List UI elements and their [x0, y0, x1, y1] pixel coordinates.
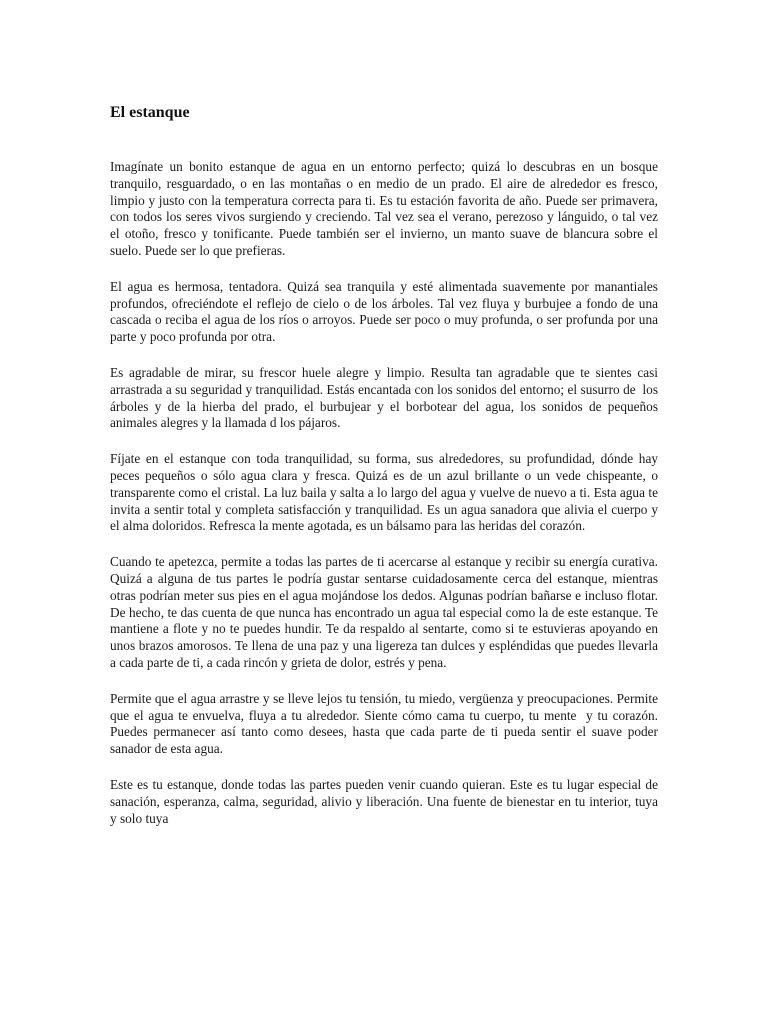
paragraph: Permite que el agua arrastre y se lleve lejos tu tensión, tu miedo, vergüenza y preocupaciones. Permite que el agua te envuelva, fluya a tu alrededor. Siente cómo cama tu cuerpo, tu mente y tu corazón. Puedes permanecer así tanto como desees, hasta que cada parte de ti pueda sentir el suave poder sanador de esta agua.	[110, 690, 662, 757]
document-title: El estanque	[110, 104, 190, 121]
paragraph: Es agradable de mirar, su frescor huele alegre y limpio. Resulta tan agradable que te sientes casi arrastrada a su seguridad y tranquilidad. Estás encantada con los sonidos del entorno; el susurro de los árboles y de la hierba del prado, el burbujear y el borbotear del agua, los sonidos de pequeños animales alegres y la llamada d los pájaros.	[110, 364, 662, 431]
paragraph: Cuando te apetezca, permite a todas las partes de ti acercarse al estanque y recibir su energía curativa. Quizá a alguna de tus partes le podría gustar sentarse cuidadosamente cerca del estanque, mientras otras podrían meter sus pies en el agua mojándose los dedos. Algunas podrían bañarse e incluso flotar. De hecho, te das cuenta de que nunca has encontrado un agua tal especial como la de este estanque. Te mantiene a flote y no te puedes hundir. Te da respaldo al sentarte, como si te estuvieras apoyando en unos brazos amorosos. Te llena de una paz y una ligereza tan dulces y espléndidas que puedes llevarla a cada parte de ti, a cada rincón y grieta de dolor, estrés y pena.	[110, 554, 662, 670]
paragraph: Imagínate un bonito estanque de agua en un entorno perfecto; quizá lo descubras en un bosque tranquilo, resguardado, o en las montañas o en medio de un prado. El aire de alrededor es fresco, limpio y justo con la temperatura correcta para ti. Es tu estación favorita de año. Puede ser primavera, con todos los seres vivos surgiendo y creciendo. Tal vez sea el verano, perezoso y lánguido, o tal vez el otoño, fresco y tonificante. Puede también ser el invierno, un manto suave de blancura sobre el suelo. Puede ser lo que prefieras.	[110, 159, 662, 258]
paragraph: Fíjate en el estanque con toda tranquilidad, su forma, sus alrededores, su profundidad, dónde hay peces pequeños o sólo agua clara y fresca. Quizá es de un azul brillante o un vede chispeante, o transparente como el cristal. La luz baila y salta a lo largo del agua y vuelve de nuevo a ti. Esta agua te invita a sentir total y completa satisfacción y tranquilidad. Es un agua sanadora que alivia el cuerpo y el alma doloridos. Refresca la mente agotada, es un bálsamo para las heridas del corazón.	[110, 451, 662, 534]
document-body	[110, 159, 662, 846]
paragraph: Este es tu estanque, donde todas las partes pueden venir cuando quieran. Este es tu lugar especial de sanación, esperanza, calma, seguridad, alivio y liberación. Una fuente de bienestar en tu interior, tuya y solo tuya	[110, 776, 662, 826]
paragraph: El agua es hermosa, tentadora. Quizá sea tranquila y esté alimentada suavemente por manantiales profundos, ofreciéndote el reflejo de cielo o de los árboles. Tal vez fluya y burbujee a fondo de una cascada o reciba el agua de los ríos o arroyos. Puede ser poco o muy profunda, o ser profunda por una parte y poco profunda por otra.	[110, 278, 662, 345]
